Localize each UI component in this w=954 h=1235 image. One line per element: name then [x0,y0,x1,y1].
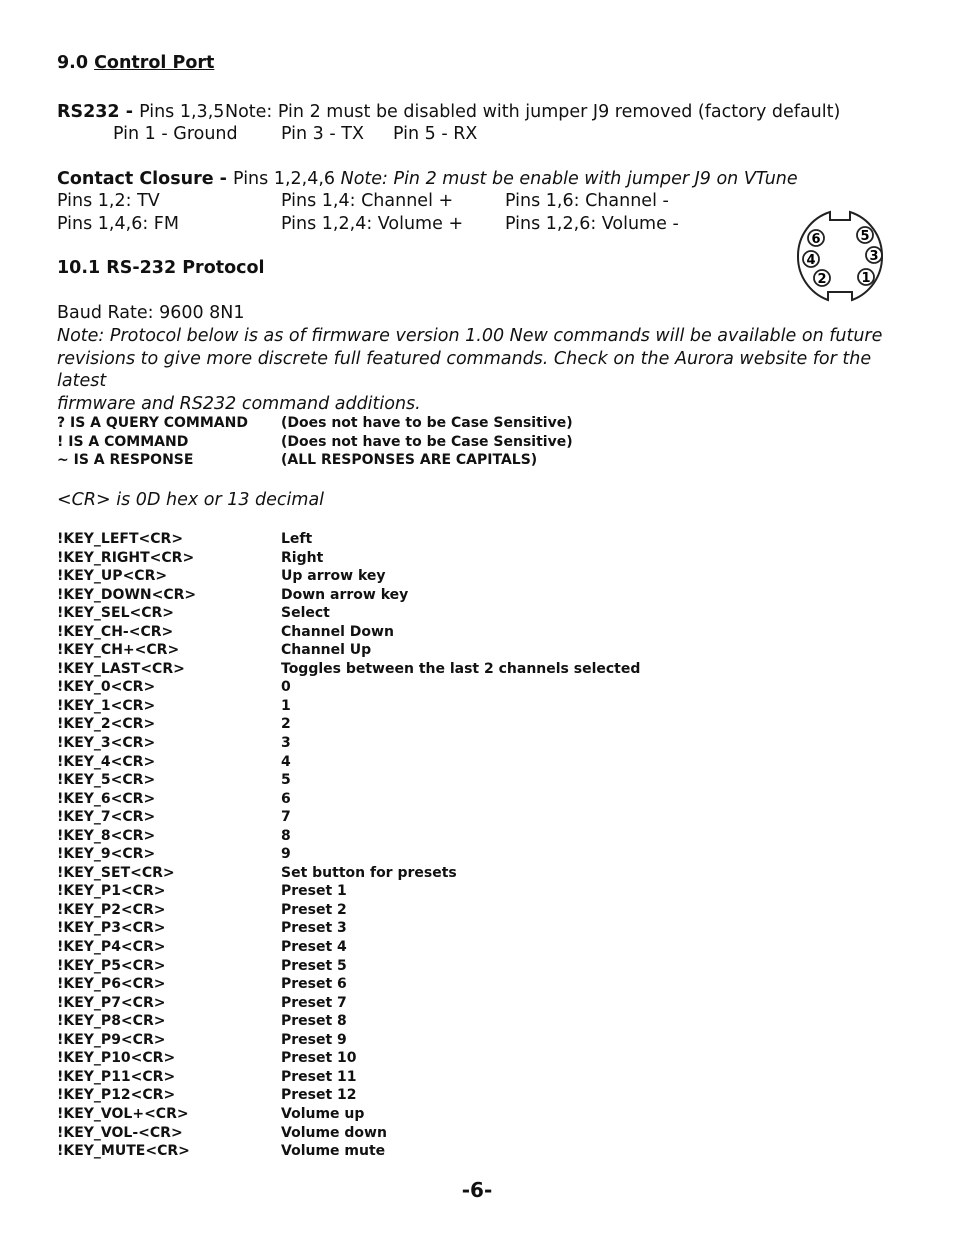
command-description: Channel Up [281,642,372,659]
command-description: Set button for presets [281,864,457,881]
command-code: !KEY_P10<CR> [57,1050,176,1067]
command-description: Left [281,531,313,547]
control-port-title: Control Port [94,53,215,73]
command-description: Right [281,549,324,566]
table-row [57,864,757,883]
table-row [57,697,757,716]
command-description: Volume down [281,1124,387,1141]
table-row [57,678,757,697]
pin-6-label: 6 [811,232,821,247]
command-code: !KEY_CH+<CR> [57,642,180,659]
contact-closure-label: Contact Closure - [57,169,234,189]
table-row [57,530,757,549]
rs232-pins: Pins 1,3,5 [139,102,225,122]
cc-row1-col3: Pins 1,6: Channel - [505,191,669,211]
command-code: !KEY_SEL<CR> [57,605,175,622]
contact-closure-line [57,169,798,189]
command-description: 9 [281,846,291,863]
table-row [57,882,757,901]
legend-command-label: ! IS A COMMAND [57,434,189,450]
command-description: 6 [281,790,291,807]
pin-2 [814,270,830,287]
command-code: !KEY_5<CR> [57,772,156,789]
pin-6 [808,230,824,247]
legend-query-desc: (Does not have to be Case Sensitive) [281,415,573,431]
command-code: !KEY_LAST<CR> [57,660,185,677]
command-table [57,530,757,1161]
command-code: !KEY_P2<CR> [57,901,166,918]
control-port-number: 9.0 [57,53,95,73]
command-code: !KEY_UP<CR> [57,568,168,585]
control-port-heading [57,53,214,73]
command-code: !KEY_P6<CR> [57,976,166,993]
table-row [57,549,757,568]
command-code: !KEY_7<CR> [57,809,156,826]
command-description: 4 [281,753,291,770]
rs232-pin5: Pin 5 - RX [393,124,478,144]
legend-response-label: ~ IS A RESPONSE [57,452,194,468]
table-row [57,901,757,920]
table-row [57,771,757,790]
rs232-pin3: Pin 3 - TX [281,124,364,144]
command-code: !KEY_8<CR> [57,827,156,844]
command-description: Preset 7 [281,994,347,1011]
command-code: !KEY_2<CR> [57,716,156,733]
table-row [57,845,757,864]
table-row [57,567,757,586]
pin-4 [803,251,819,268]
command-code: !KEY_0<CR> [57,679,156,696]
table-row [57,1068,757,1087]
cr-note: <CR> is 0D hex or 13 decimal [57,490,325,510]
legend-query-label: ? IS A QUERY COMMAND [57,415,248,431]
protocol-note [57,325,897,415]
contact-closure-pins: Pins 1,2,4,6 [233,169,341,189]
table-row [57,827,757,846]
rs232-line [57,102,224,122]
table-row [57,1142,757,1161]
table-row [57,660,757,679]
din-connector-diagram [792,208,888,304]
table-row [57,957,757,976]
table-row [57,938,757,957]
command-code: !KEY_P1<CR> [57,883,166,900]
table-row [57,1086,757,1105]
pin-5 [857,227,873,244]
command-code: !KEY_VOL+<CR> [57,1105,189,1122]
table-row [57,1049,757,1068]
command-code: !KEY_P11<CR> [57,1068,176,1085]
table-row [57,623,757,642]
command-code: !KEY_6<CR> [57,790,156,807]
pin-1 [858,269,874,286]
command-description: 1 [281,697,291,714]
command-description: 2 [281,716,291,733]
command-code: !KEY_MUTE<CR> [57,1143,190,1160]
legend-response-desc: (ALL RESPONSES ARE CAPITALS) [281,452,538,468]
command-description: Preset 8 [281,1013,347,1030]
protocol-note-line-1: Note: Protocol below is as of firmware version 1.00 New commands will be available on future [57,326,883,346]
rs232-pin1: Pin 1 - Ground [113,124,238,144]
command-code: !KEY_P8<CR> [57,1013,166,1030]
command-code: !KEY_RIGHT<CR> [57,549,195,566]
table-row [57,919,757,938]
command-code: !KEY_P9<CR> [57,1031,166,1048]
command-description: Down arrow key [281,586,409,603]
command-description: Preset 1 [281,883,347,900]
command-description: 3 [281,735,291,752]
baud-rate: Baud Rate: 9600 8N1 [57,303,245,323]
command-code: !KEY_SET<CR> [57,864,175,881]
command-description: Preset 5 [281,957,347,974]
command-description: Volume up [281,1105,365,1122]
command-description: 0 [281,679,291,696]
table-row [57,1124,757,1143]
command-code: !KEY_1<CR> [57,697,156,714]
command-code: !KEY_LEFT<CR> [57,531,184,547]
contact-closure-note: Note: Pin 2 must be enable with jumper J9 on VTune [340,169,798,189]
table-row [57,1105,757,1124]
command-description: Preset 3 [281,920,347,937]
cc-row1-col2: Pins 1,4: Channel + [281,191,454,211]
cc-row2-col3: Pins 1,2,6: Volume - [505,214,679,234]
command-description: Preset 10 [281,1050,357,1067]
command-code: !KEY_DOWN<CR> [57,586,197,603]
table-row [57,1012,757,1031]
pin-1-label: 1 [861,271,871,286]
command-code: !KEY_3<CR> [57,735,156,752]
command-code: !KEY_CH-<CR> [57,623,174,640]
command-code: !KEY_9<CR> [57,846,156,863]
command-code: !KEY_P12<CR> [57,1087,176,1104]
table-row [57,604,757,623]
rs232-label: RS232 - [57,102,140,122]
table-row [57,994,757,1013]
command-description: 5 [281,772,291,789]
table-row [57,753,757,772]
table-row [57,586,757,605]
command-description: 7 [281,809,291,826]
pin-2-label: 2 [817,272,827,287]
command-code: !KEY_P3<CR> [57,920,166,937]
legend-command-desc: (Does not have to be Case Sensitive) [281,434,573,450]
cc-row2-col1: Pins 1,4,6: FM [57,214,179,234]
cc-row1-col1: Pins 1,2: TV [57,191,160,211]
command-description: Channel Down [281,623,394,640]
command-description: Preset 9 [281,1031,347,1048]
command-description: Preset 2 [281,901,347,918]
rs232-note: Note: Pin 2 must be disabled with jumper J9 removed (factory default) [225,102,841,122]
table-row [57,734,757,753]
protocol-note-line-2: revisions to give more discrete full featured commands. Check on the Aurora website for the latest [57,348,872,391]
table-row [57,790,757,809]
command-description: Preset 12 [281,1087,357,1104]
pin-3-label: 3 [869,249,879,264]
command-description: Preset 6 [281,976,347,993]
table-row [57,641,757,660]
table-row [57,715,757,734]
command-description: Select [281,605,330,622]
command-description: Volume mute [281,1143,386,1160]
table-row [57,808,757,827]
protocol-note-line-3: firmware and RS232 command additions. [57,393,421,414]
pin-4-label: 4 [806,253,816,268]
command-code: !KEY_P5<CR> [57,957,166,974]
command-description: Preset 11 [281,1068,357,1085]
command-description: Toggles between the last 2 channels selected [281,660,641,677]
table-row [57,975,757,994]
command-code: !KEY_P7<CR> [57,994,166,1011]
cc-row2-col2: Pins 1,2,4: Volume + [281,214,464,234]
pin-3 [866,247,882,264]
command-description: Up arrow key [281,568,386,585]
pin-5-label: 5 [860,229,870,244]
table-row [57,1031,757,1050]
command-code: !KEY_P4<CR> [57,939,166,956]
command-code: !KEY_4<CR> [57,753,156,770]
page-number: -6- [461,1178,493,1202]
protocol-heading: 10.1 RS-232 Protocol [57,258,265,278]
command-description: 8 [281,827,291,844]
command-code: !KEY_VOL-<CR> [57,1124,183,1141]
command-description: Preset 4 [281,939,347,956]
